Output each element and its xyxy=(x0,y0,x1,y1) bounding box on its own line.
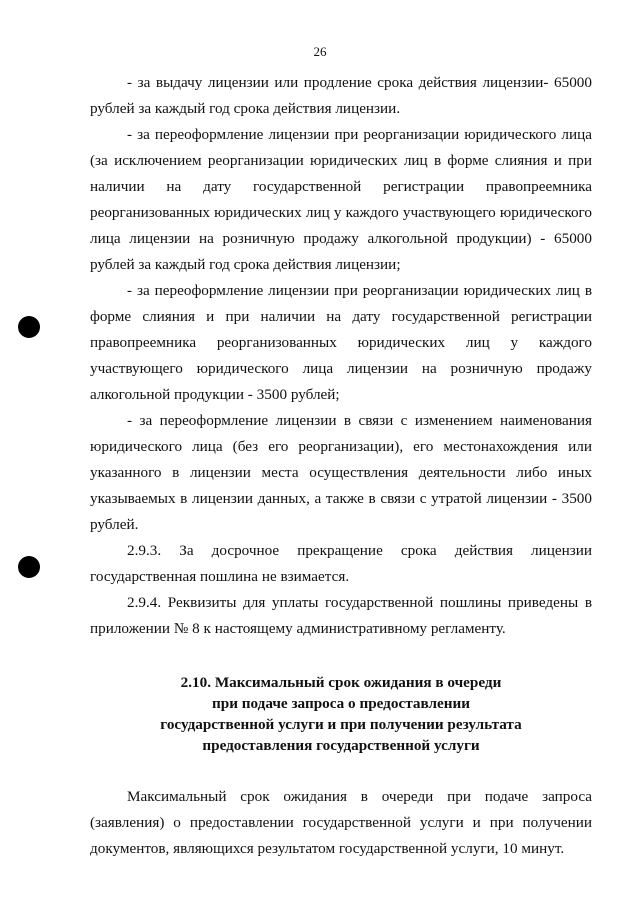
paragraph-max-wait-time: Максимальный срок ожидания в очереди при подаче запроса (заявления) о предоставлении государственной услуги и при получении документов, являющихся результатом государственной услуги, 10 минут. xyxy=(90,788,592,857)
paragraph-2-9-3: 2.9.3. За досрочное прекращение срока действия лицензии государственная пошлина не взимается. xyxy=(90,542,592,585)
section-heading-line: 2.10. Максимальный срок ожидания в очереди xyxy=(180,674,502,691)
paragraph-2-9-4: 2.9.4. Реквизиты для уплаты государственной пошлины приведены в приложении № 8 к настоящему административному регламенту. xyxy=(90,594,592,637)
paragraph-name-change-fee: - за переоформление лицензии в связи с изменением наименования юридического лица (без его реорганизации), его местонахождения или указанного в лицензии места осуществления деятельности либо иных указываемых в лицензии данных, а также в связи с утратой лицензии - 3500 рублей. xyxy=(90,412,592,533)
punch-hole-mark xyxy=(18,556,40,578)
paragraph-merger-fee: - за переоформление лицензии при реорганизации юридических лиц в форме слияния и при наличии на дату государственной регистрации правопреемника реорганизованных юридических лиц у каждого участвующего юридического лица лицензии на розничную продажу алкогольной продукции - 3500 рублей; xyxy=(90,282,592,403)
paragraph-reorganization-fee: - за переоформление лицензии при реорганизации юридического лица (за исключением реорганизации юридических лиц в форме слияния и при наличии на дату государственной регистрации правопреемника реорганизованных юридических лиц у каждого участвующего юридического лица лицензии на розничную продажу алкогольной продукции) - 65000 рублей за каждый год срока действия лицензии; xyxy=(90,126,592,273)
section-heading-line: государственной услуги и при получении результата xyxy=(160,716,522,733)
punch-hole-mark xyxy=(18,316,40,338)
section-heading-line: предоставления государственной услуги xyxy=(202,737,480,754)
section-heading xyxy=(90,672,592,756)
document-body xyxy=(90,70,592,862)
paragraph-license-issue-fee: - за выдачу лицензии или продление срока действия лицензии- 65000 рублей за каждый год срока действия лицензии. xyxy=(90,74,592,117)
page-number: 26 xyxy=(313,44,327,59)
section-heading-line: при подаче запроса о предоставлении xyxy=(212,695,470,712)
